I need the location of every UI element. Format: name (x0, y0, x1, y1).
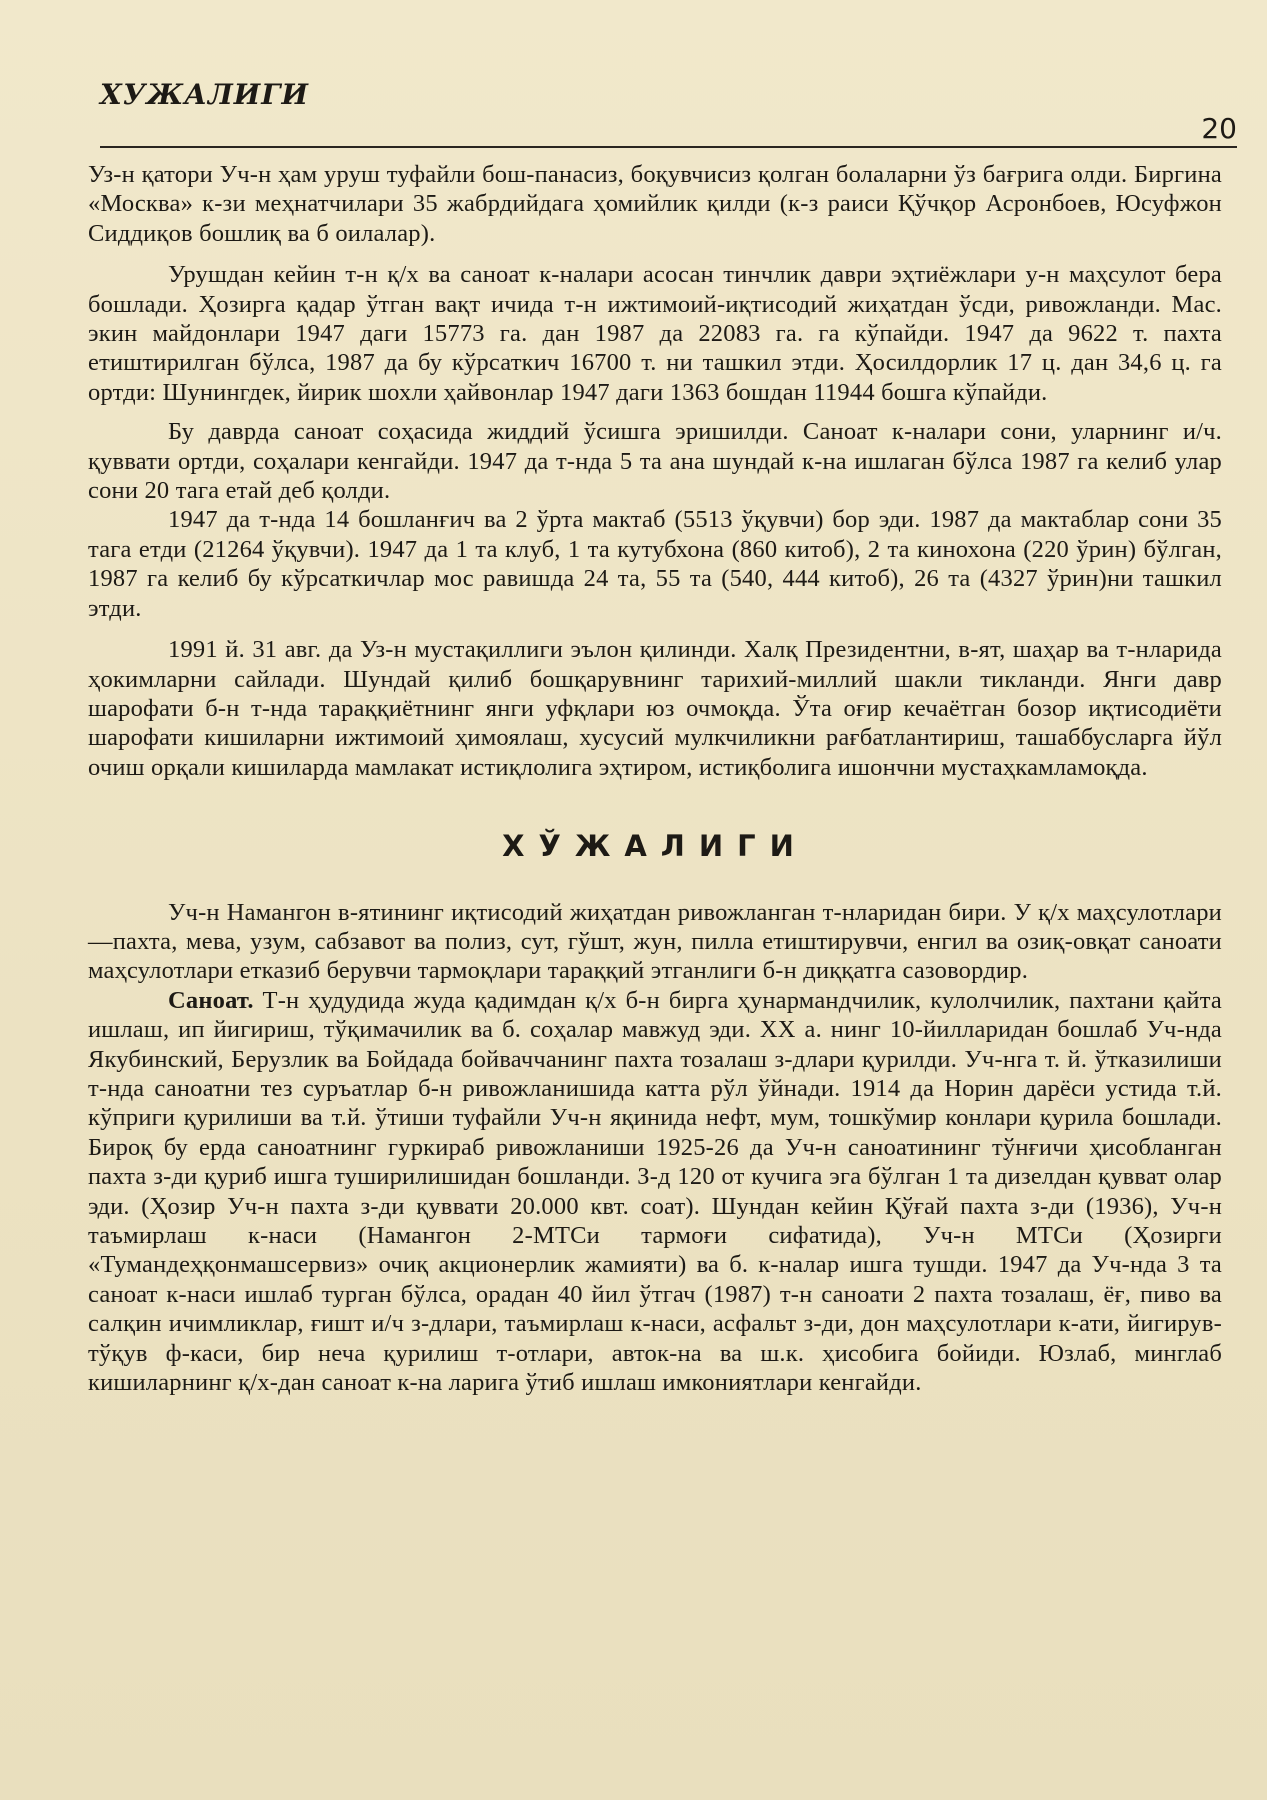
paragraph: Урушдан кейин т-н қ/х ва саноат к-налари асосан тинчлик даври эҳтиёжлари у-н маҳсулот бера бошлади. Ҳозирга қадар ўтган вақт ичида т-н ижтимоий-иқтисодий жиҳатдан ўсди, ривожланди. Мас. экин майдонлари 1947 даги 15773 га. дан 1987 да 22083 га. га кўпайди. 1947 да 9622 т. пахта етиштирилган бўлса, 1987 да бу кўрсаткич 16700 т. ни ташкил этди. Ҳосилдорлик 17 ц. дан 34,6 ц. га ортди: Шунингдек, йирик шохли ҳайвонлар 1947 даги 1363 бошдан 11944 бошга кўпайди. (88, 261, 1222, 406)
paragraph: Бу даврда саноат соҳасида жиддий ўсишга эришилди. Саноат к-налари сони, уларнинг и/ч. қуввати ортди, соҳалари кенгайди. 1947 да т-нда 5 та ана шундай к-на ишлаган бўлса 1987 га келиб улар сони 20 тага етай деб қолди. (88, 418, 1222, 505)
body-text (88, 160, 1222, 1397)
paragraph: 1947 да т-нда 14 бошланғич ва 2 ўрта мактаб (5513 ўқувчи) бор эди. 1987 да мактаблар сони 35 тага етди (21264 ўқувчи). 1947 да 1 та клуб, 1 та кутубхона (860 китоб), 2 та кинохона (220 ўрин) бўлган, 1987 га келиб бу кўрсаткичлар мос равишда 24 та, 55 та (540, 444 китоб), 26 та (4327 ўрин)ни ташкил этди. (88, 506, 1222, 622)
paragraph: 1991 й. 31 авг. да Уз-н мустақиллиги эълон қилинди. Халқ Президентни, в-ят, шаҳар ва т-нларида ҳокимларни сайлади. Шундай қилиб бошқарувнинг тарихий-миллий шакли тикланди. Янги давр шарофати б-н т-нда тараққиётнинг янги уфқлари юз очмоқда. Ўта оғир кечаётган бозор иқтисодиёти шарофати кишиларни ижтимоий ҳимоялаш, хусусий мулкчиликни рағбатлантириш, ташаббусларга йўл очиш орқали кишиларда мамлакат истиқлолига эҳтиром, истиқболига ишончни мустаҳкамламоқда. (88, 636, 1222, 781)
industry-text: Т-н ҳудудида жуда қадимдан қ/х б-н бирга ҳунармандчилик, кулолчилик, пахтани қайта ишлаш, ип йигириш, тўқимачилик ва б. соҳалар мавжуд эди. XX а. нинг 10-йилларидан бошлаб Уч-нда Якубинский, Берузлик ва Бойдада бойваччанинг пахта тозалаш з-длари қурилди. Уч-нга т. й. ўтказилиши т-нда саноатни тез суръатлар б-н ривожланишида катта рўл ўйнади. 1914 да Норин дарёси устида т.й. кўприги қурилиши ва т.й. ўтиши туфайли Уч-н яқинида нефт, мум, тошкўмир конлари қурила бошлади. Бироқ бу ерда саноатнинг гуркираб ривожланиши 1925-26 да Уч-н саноатининг тўнғичи ҳисобланган пахта з-ди қуриб ишга туширилишидан бошланди. З-д 120 от кучига эга бўлган 1 та дизелдан қувват олар эди. (Ҳозир Уч-н пахта з-ди қуввати 20.000 квт. соат). Шундан кейин Қўғай пахта з-ди (1936), Уч-н таъмирлаш к-наси (Намангон 2-МТСи тармоғи сифатида), Уч-н МТСи (Ҳозирги «Тумандеҳқонмашсервиз» очиқ акционерлик жамияти) ва б. к-налар ишга тушди. 1947 да Уч-нда 3 та саноат к-наси ишлаб турган бўлса, орадан 40 йил ўтгач (1987) т-н саноати 2 пахта тозалаш, ёғ, пиво ва салқин ичимликлар, ғишт и/ч з-длари, таъмирлаш к-наси, асфальт з-ди, дон маҳсулотлари к-ати, йигирув-тўқув ф-каси, бир неча қурилиш т-отлари, авток-на ва ш.к. ҳисобига бойиди. Юзлаб, минглаб кишиларнинг қ/х-дан саноат к-на ларига ўтиб ишлаш имкониятлари кенгайди. (88, 986, 1222, 1397)
section-title: ХЎЖАЛИГИ (502, 829, 808, 864)
header-rule (100, 146, 1237, 148)
industry-paragraph (88, 986, 1222, 1398)
section-intro: Уч-н Намангон в-ятининг иқтисодий жиҳатдан ривожланган т-нларидан бири. У қ/х маҳсулотлари—пахта, мева, узум, сабзавот ва полиз, сут, гўшт, жун, пилла етиштирувчи, енгил ва озиқ-овқат саноати маҳсулотлари етказиб берувчи тармоқлари тараққий этганлиги б-н диққатга сазовордир. (88, 898, 1222, 985)
industry-heading: Саноат. (168, 986, 254, 1014)
paragraph: Уз-н қатори Уч-н ҳам уруш туфайли бош-панасиз, боқувчисиз қолган болаларни ўз бағрига олди. Биргина «Москва» к-зи меҳнатчилари 35 жабрдийдага ҳомийлик қилди (к-з раиси Қўчқор Асронбоев, Юсуфжон Сиддиқов бошлиқ ва б оилалар). (88, 161, 1222, 247)
running-title: ХУЖАЛИГИ (100, 78, 309, 111)
page-number: 20 (1201, 112, 1237, 145)
